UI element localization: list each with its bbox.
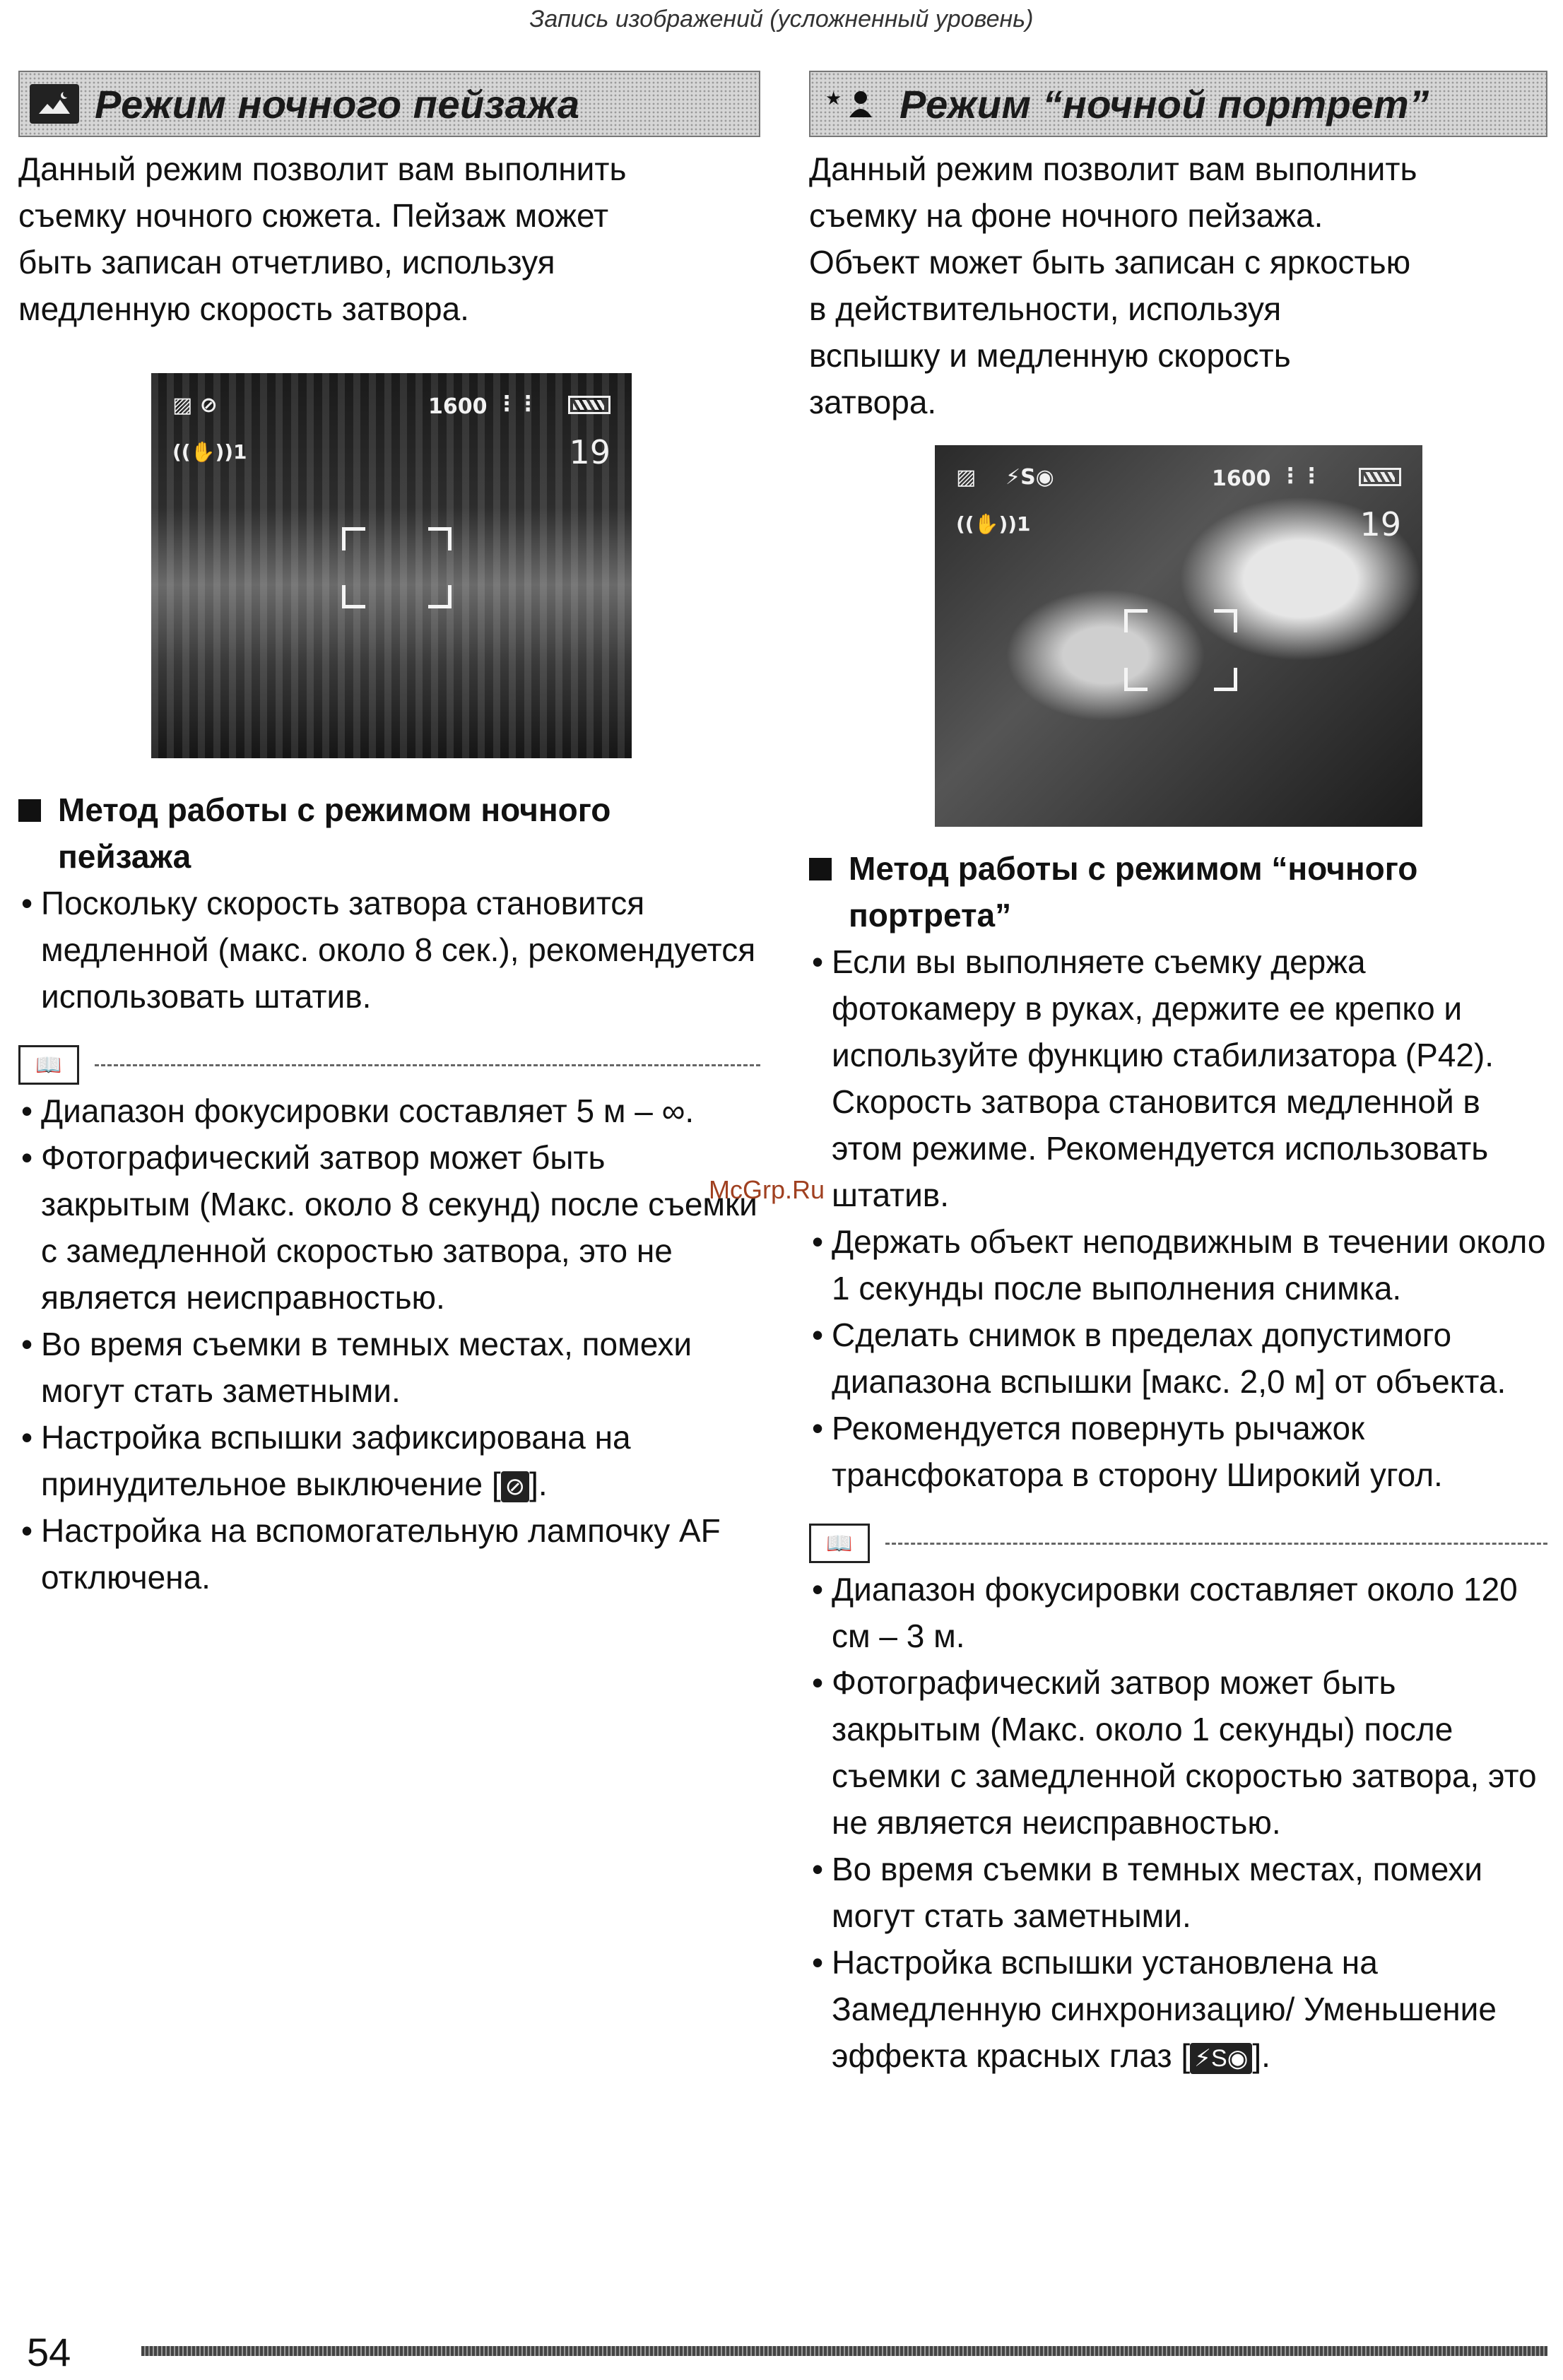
list-item: • Настройка вспышки установлена на Замедленную синхронизацию/ Уменьшение эффекта красных глаз [ ⚡S◉ ]. (809, 1939, 1547, 2079)
list-item: • Если вы выполняете съемку держа фотокамеру в руках, держите ее крепко и используйте функцию стабилизатора (P42). Скорость затвора становится медленной в этом режиме. Рекомендуется использовать штатив. (809, 938, 1547, 1218)
af-frame-corner (1124, 609, 1148, 632)
night-portrait-title: Режим “ночной портрет” (900, 81, 1429, 126)
page-number: 54 (27, 2330, 71, 2374)
left-method-list (18, 880, 760, 1020)
quality-icon: ⋮⋮ (496, 391, 538, 416)
list-item: • Во время съемки в темных местах, помехи могут стать заметными. (809, 1846, 1547, 1939)
page-header: Запись изображений (усложненный уровень) (529, 6, 1034, 33)
flash-off-icon: ⊘ (501, 1471, 530, 1502)
note-book-icon: 📖 (18, 1045, 79, 1085)
list-item: • Рекомендуется повернуть рычажок трансфокатора в сторону Широкий угол. (809, 1405, 1547, 1498)
list-item: • Диапазон фокусировки составляет около 120 см – 3 м. (809, 1566, 1547, 1659)
divider (95, 1064, 760, 1066)
af-frame-corner (428, 585, 452, 608)
night-scenery-lcd-preview (151, 373, 632, 758)
night-scenery-icon (30, 84, 79, 124)
af-frame-corner (1214, 609, 1237, 632)
quality-icon: ⋮⋮ (1280, 464, 1322, 488)
list-item: • Держать объект неподвижным в течении около 1 секунды после выполнения снимка. (809, 1218, 1547, 1312)
resolution-readout: 1600 (1212, 466, 1271, 491)
right-method-heading: Метод работы с режимом “ночного портрета” (809, 845, 1547, 938)
stabilizer-indicator: ((✋))1 (172, 440, 247, 464)
right-note-header (809, 1524, 1547, 1563)
resolution-readout: 1600 (428, 394, 488, 419)
note-book-icon: 📖 (809, 1524, 870, 1563)
shots-remaining: 19 (1359, 505, 1401, 543)
left-notes-list (18, 1088, 760, 1601)
list-item: • Настройка вспышки зафиксирована на принудительное выключение [ ⊘ ]. (18, 1414, 760, 1507)
list-item: • Настройка на вспомогательную лампочку AF отключена. (18, 1507, 760, 1601)
night-portrait-icon (820, 84, 884, 124)
left-intro: Данный режим позволит вам выполнить съемку ночного сюжета. Пейзаж может быть записан отчетливо, используя медленную скорость затвора. (18, 151, 627, 327)
bullet-square-icon (809, 858, 832, 880)
scene-mode-indicator-icon: ▨ ⊘ (172, 393, 218, 418)
footer-bar (141, 2346, 1547, 2356)
right-intro: Данный режим позволит вам выполнить съемку на фоне ночного пейзажа. Объект может быть записан с яркостью в действительности, используя вспышку и медленную скорость затвора. (809, 151, 1417, 420)
scene-mode-indicator-icon: ▨ (956, 465, 977, 490)
shots-remaining: 19 (569, 433, 611, 471)
night-scenery-title-bar (18, 71, 760, 137)
right-method-list (809, 938, 1547, 1498)
divider (885, 1543, 1547, 1545)
battery-icon (1359, 468, 1401, 486)
list-item: • Фотографический затвор может быть закрытым (Макс. около 8 секунд) после съемки с замедленной скоростью затвора, это не является неисправностью. (18, 1134, 760, 1321)
flash-slow-sync-red-eye-icon: ⚡S◉ (1190, 2043, 1252, 2074)
night-portrait-title-bar (809, 71, 1547, 137)
left-method-heading: Метод работы с режимом ночного пейзажа (18, 787, 760, 880)
stabilizer-indicator: ((✋))1 (956, 512, 1031, 536)
left-note-header (18, 1045, 760, 1085)
right-notes-list (809, 1566, 1547, 2079)
list-item: • Диапазон фокусировки составляет 5 м – ∞. (18, 1088, 760, 1134)
right-column (809, 71, 1547, 2079)
list-item: • Сделать снимок в пределах допустимого диапазона вспышки [макс. 2,0 м] от объекта. (809, 1312, 1547, 1405)
list-item: • Поскольку скорость затвора становится медленной (макс. около 8 сек.), рекомендуется использовать штатив. (18, 880, 760, 1020)
night-scenery-title: Режим ночного пейзажа (95, 81, 580, 126)
af-frame-corner (342, 527, 365, 550)
af-frame-corner (342, 585, 365, 608)
watermark: McGrp.Ru (709, 1175, 825, 1204)
battery-icon (568, 396, 611, 414)
list-item: • Во время съемки в темных местах, помехи могут стать заметными. (18, 1321, 760, 1414)
af-frame-corner (1214, 668, 1237, 691)
af-frame-corner (1124, 668, 1148, 691)
flash-mode-indicator: ⚡S◉ (1005, 465, 1054, 490)
svg-text:★: ★ (825, 88, 842, 110)
night-portrait-lcd-preview (935, 445, 1422, 827)
bullet-square-icon (18, 799, 41, 822)
af-frame-corner (428, 527, 452, 550)
left-column (18, 71, 760, 1601)
list-item: • Фотографический затвор может быть закрытым (Макс. около 1 секунды) после съемки с замедленной скоростью затвора, это не является неисправностью. (809, 1659, 1547, 1846)
